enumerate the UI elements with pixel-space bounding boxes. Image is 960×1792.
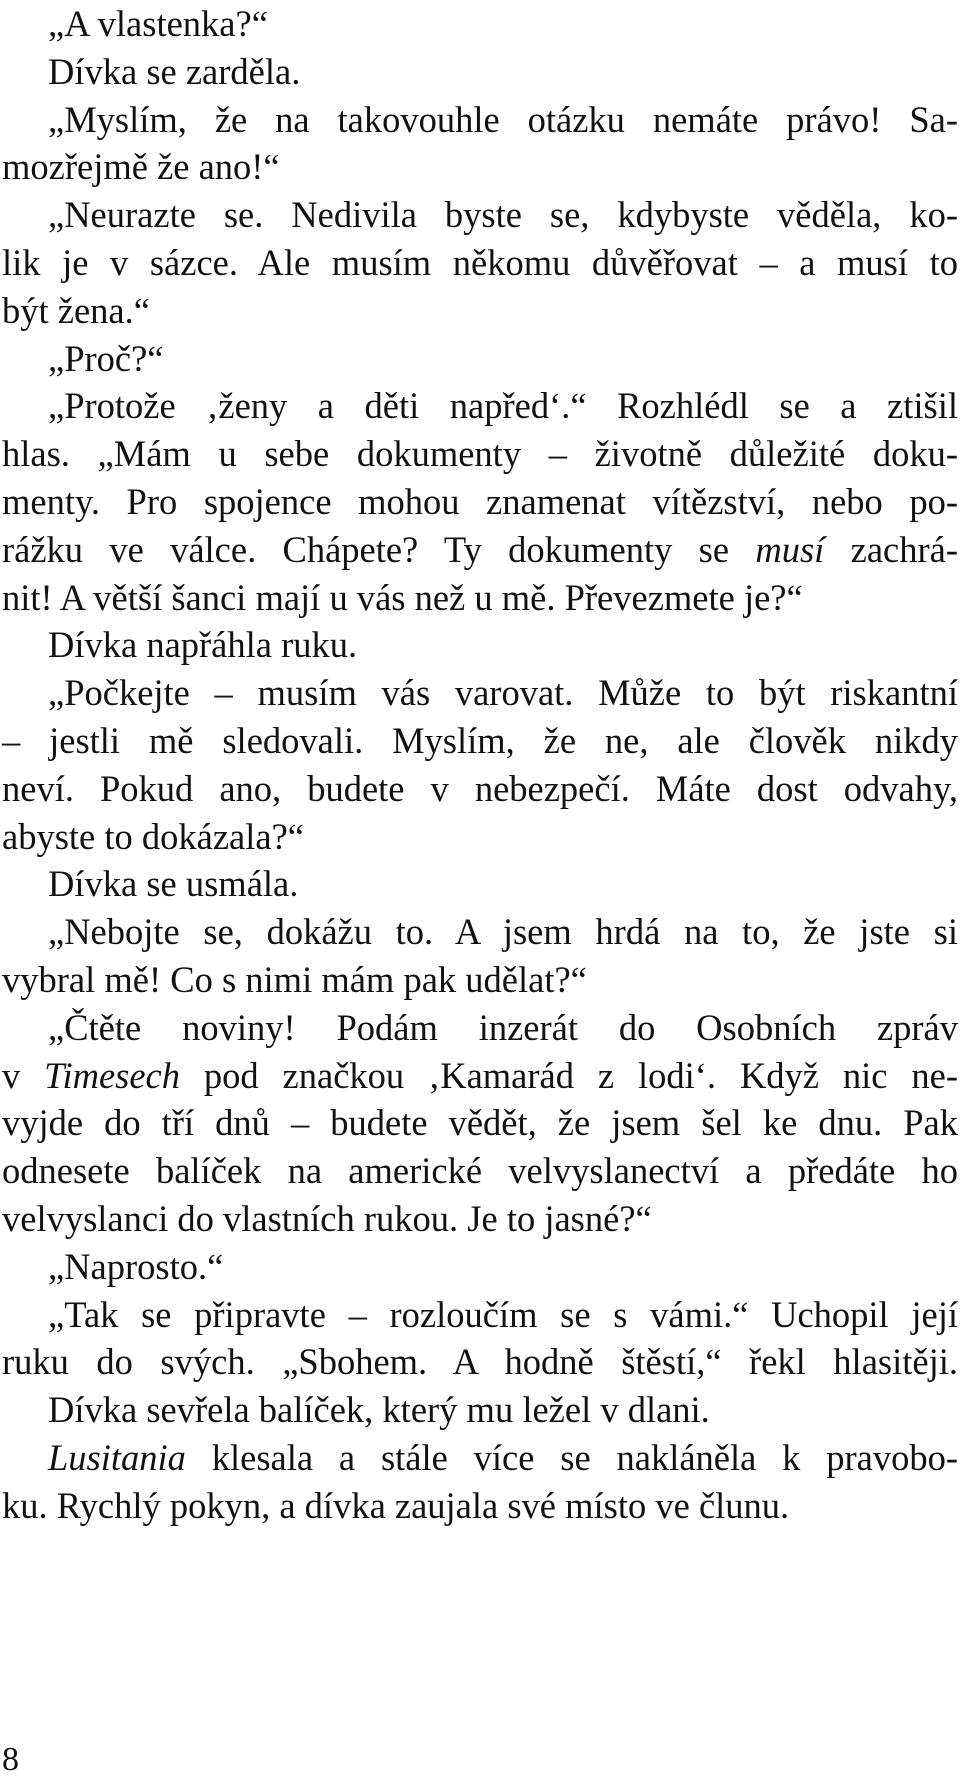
- text-line: „Neurazte se. Nedivila byste se, kdybyste věděla, ko-: [48, 194, 958, 236]
- text-line: ku. Rychlý pokyn, a dívka zaujala své místo ve člunu.: [2, 1484, 790, 1526]
- text-line: vybral mě! Co s nimi mám pak udělat?“: [2, 958, 587, 1000]
- text-line: „Myslím, že na takovouhle otázku nemáte právo! Sa-: [48, 98, 958, 140]
- text-line: mozřejmě že ano!“: [2, 146, 280, 188]
- text-line: „Naprosto.“: [48, 1245, 224, 1287]
- italic-text: Lusitania: [48, 1436, 186, 1478]
- text-line: Dívka sevřela balíček, který mu ležel v dlani.: [48, 1389, 710, 1431]
- text-line: „A vlastenka?“: [48, 3, 268, 44]
- text-line: Dívka se usmála.: [48, 863, 299, 905]
- page-number: 8: [2, 1741, 19, 1778]
- italic-text: Timesech: [44, 1054, 180, 1096]
- text-line: „Proč?“: [48, 337, 164, 379]
- text-line: „Počkejte – musím vás varovat. Může to být riskantní: [48, 672, 958, 714]
- text-line: velvyslanci do vlastních rukou. Je to jasné?“: [2, 1197, 652, 1239]
- text-line: nit! A větší šanci mají u vás než u mě. Převezmete je?“: [2, 576, 803, 618]
- text-line: „Tak se připravte – rozloučím se s vámi.“ Uchopil její: [48, 1293, 958, 1335]
- text-line: neví. Pokud ano, budete v nebezpečí. Máte dost odvahy,: [2, 767, 958, 809]
- text-line: – jestli mě sledovali. Myslím, že ne, ale člověk nikdy: [2, 719, 958, 761]
- text-line: odnesete balíček na americké velvyslanectví a předáte ho: [2, 1150, 958, 1192]
- text-line: vyjde do tří dnů – budete vědět, že jsem šel ke dnu. Pak: [2, 1102, 958, 1144]
- text-line: lik je v sázce. Ale musím někomu důvěřovat – a musí to: [2, 241, 958, 283]
- text-line: „Čtěte noviny! Podám inzerát do Osobních zpráv: [48, 1006, 958, 1048]
- text-line: abyste to dokázala?“: [2, 815, 304, 857]
- page-body: [2, 0, 958, 1530]
- text-line: hlas. „Mám u sebe dokumenty – životně důležité doku-: [2, 433, 958, 475]
- italic-text: musí: [755, 528, 825, 570]
- text-line: menty. Pro spojence mohou znamenat vítězství, nebo po-: [2, 480, 958, 522]
- text-line: „Nebojte se, dokážu to. A jsem hrdá na to, že jste si: [48, 911, 958, 953]
- text-line: v Timesech pod značkou ‚Kamarád z lodi‘. Když nic ne-: [2, 1054, 959, 1096]
- text-line: Lusitania klesala a stále více se nakláněla k pravobo-: [48, 1436, 958, 1478]
- text-line: Dívka se zarděla.: [48, 50, 301, 92]
- text-line: ruku do svých. „Sbohem. A hodně štěstí,“ řekl hlasitěji.: [2, 1341, 958, 1383]
- text-line: Dívka napřáhla ruku.: [48, 624, 358, 666]
- text-line: „Protože ‚ženy a děti napřed‘.“ Rozhlédl se a ztišil: [48, 385, 958, 427]
- text-line: být žena.“: [2, 289, 150, 331]
- text-line: rážku ve válce. Chápete? Ty dokumenty se musí zachrá-: [2, 528, 958, 570]
